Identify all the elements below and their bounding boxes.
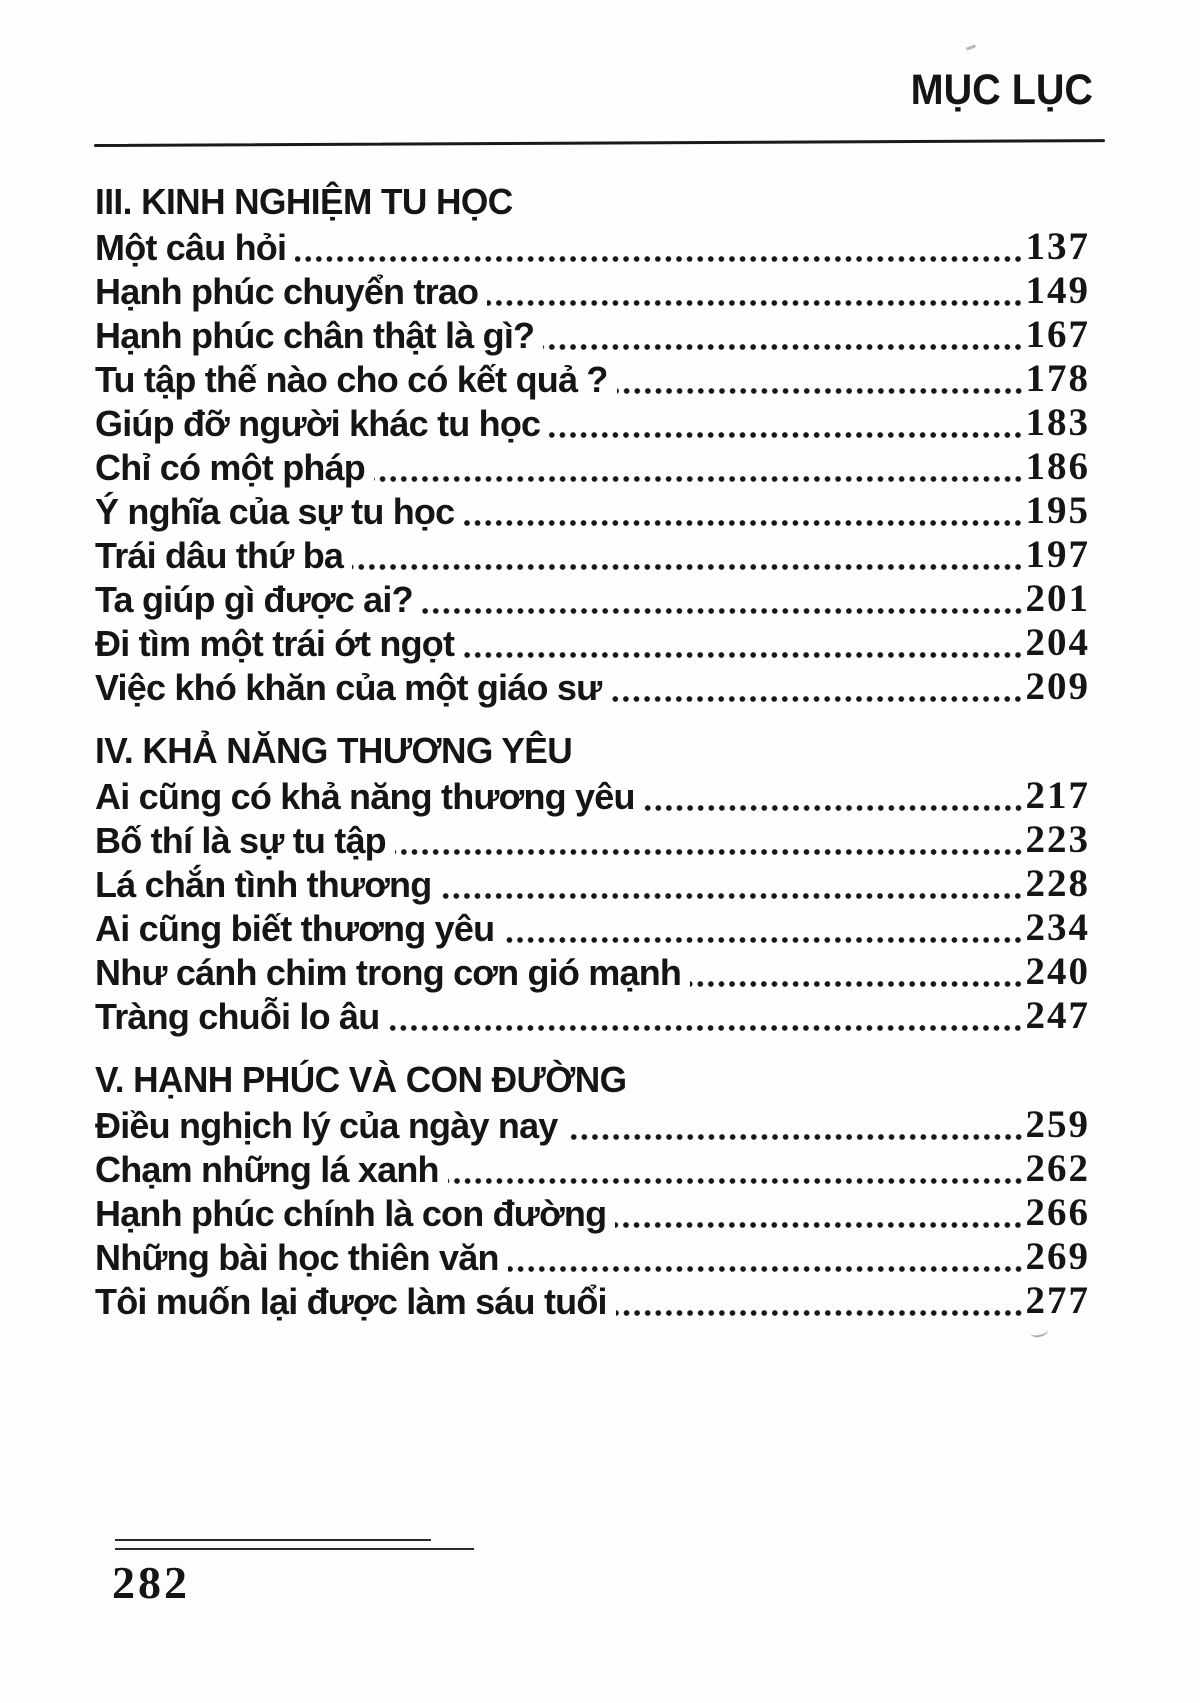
toc-entry: [95, 445, 1090, 489]
toc-entry: [95, 489, 1090, 533]
page-title: MỤC LỤC: [910, 66, 1093, 114]
entry-title: Ta giúp gì được ai?: [95, 579, 413, 620]
toc-entry: [95, 577, 1090, 621]
dot-leader: [422, 607, 1024, 615]
scan-artifact: [966, 44, 976, 50]
entry-page-number: 262: [1025, 1147, 1090, 1190]
toc-entry: [95, 357, 1090, 401]
entry-page-number: 183: [1025, 401, 1090, 444]
entry-title: Những bài học thiên văn: [95, 1237, 499, 1278]
dot-leader: [440, 892, 1023, 900]
toc-entry: [95, 1147, 1090, 1191]
section-title: III. KINH NGHIỆM TU HỌC: [95, 181, 513, 222]
toc-entry: [95, 621, 1090, 665]
entry-page-number: 240: [1025, 950, 1090, 993]
entry-page-number: 201: [1025, 577, 1090, 620]
scan-artifact: [1029, 1324, 1049, 1339]
footer-rule-top: [115, 1539, 431, 1541]
toc-entry: [95, 225, 1090, 269]
entry-page-number: 204: [1025, 621, 1090, 664]
toc-entry: [95, 774, 1090, 818]
entry-page-number: 266: [1025, 1191, 1090, 1234]
page-number: 282: [112, 1557, 190, 1608]
entry-page-number: 217: [1025, 774, 1090, 817]
toc-section: [95, 728, 1090, 1038]
toc-entry: [95, 1235, 1090, 1279]
dot-leader: [508, 1265, 1024, 1273]
dot-leader: [295, 255, 1023, 263]
toc-entry: [95, 818, 1090, 862]
toc-entry: [95, 994, 1090, 1038]
toc-entry: [95, 313, 1090, 357]
toc-entry: [95, 1103, 1090, 1147]
entry-page-number: 195: [1025, 489, 1090, 532]
toc-entry: [95, 401, 1090, 445]
entry-page-number: 259: [1025, 1103, 1090, 1146]
entry-title: Tràng chuỗi lo âu: [95, 996, 380, 1037]
dot-leader: [543, 343, 1023, 351]
toc-entry: [95, 950, 1090, 994]
dot-leader: [487, 299, 1023, 307]
toc-entry: [95, 1191, 1090, 1235]
entry-title: Ai cũng biết thương yêu: [95, 908, 495, 949]
entry-page-number: 228: [1025, 862, 1090, 905]
dot-leader: [644, 804, 1024, 812]
dot-leader: [352, 563, 1023, 571]
section-title: IV. KHẢ NĂNG THƯƠNG YÊU: [95, 730, 573, 771]
entry-title: Hạnh phúc chính là con đường: [95, 1193, 607, 1234]
dot-leader: [448, 1177, 1024, 1185]
entry-page-number: 247: [1025, 994, 1090, 1037]
entry-page-number: 178: [1025, 357, 1090, 400]
dot-leader: [463, 651, 1023, 659]
entry-page-number: 186: [1025, 445, 1090, 488]
entry-page-number: 223: [1025, 818, 1090, 861]
entry-title: Việc khó khăn của một giáo sư: [95, 667, 602, 708]
entry-title: Lá chắn tình thương: [95, 864, 432, 905]
entry-title: Điều nghịch lý của ngày nay: [95, 1105, 558, 1146]
entry-title: Trái dâu thứ ba: [95, 535, 344, 576]
entry-page-number: 269: [1025, 1235, 1090, 1278]
entry-page-number: 234: [1025, 906, 1090, 949]
toc-section: [95, 1057, 1090, 1323]
dot-leader: [463, 519, 1023, 527]
entry-title: Ý nghĩa của sự tu học: [95, 491, 455, 532]
entry-title: Như cánh chim trong cơn gió mạnh: [95, 952, 682, 993]
dot-leader: [503, 936, 1023, 944]
dot-leader: [395, 848, 1024, 856]
dot-leader: [388, 1024, 1023, 1032]
entry-title: Tu tập thế nào cho có kết quả ?: [95, 359, 608, 400]
entry-title: Chạm những lá xanh: [95, 1149, 439, 1190]
toc-entry: [95, 533, 1090, 577]
dot-leader: [549, 431, 1023, 439]
dot-leader: [616, 1309, 1024, 1317]
entry-title: Hạnh phúc chân thật là gì?: [95, 315, 535, 356]
entry-page-number: 149: [1025, 269, 1090, 312]
entry-title: Đi tìm một trái ớt ngọt: [95, 623, 455, 664]
entry-title: Tôi muốn lại được làm sáu tuổi: [95, 1281, 607, 1322]
entry-title: Bố thí là sự tu tập: [95, 820, 386, 861]
entry-title: Ai cũng có khả năng thương yêu: [95, 776, 635, 817]
dot-leader: [567, 1133, 1024, 1141]
dot-leader: [615, 1221, 1023, 1229]
table-of-contents: [95, 179, 1090, 1323]
entry-title: Hạnh phúc chuyển trao: [95, 271, 479, 312]
section-title: V. HẠNH PHÚC VÀ CON ĐƯỜNG: [95, 1059, 627, 1100]
dot-leader: [617, 387, 1024, 395]
entry-page-number: 209: [1025, 665, 1090, 708]
dot-leader: [374, 475, 1024, 483]
toc-entry: [95, 862, 1090, 906]
entry-page-number: 137: [1025, 225, 1090, 268]
entry-page-number: 197: [1025, 533, 1090, 576]
toc-entry: [95, 906, 1090, 950]
toc-entry: [95, 269, 1090, 313]
toc-entry: [95, 1279, 1090, 1323]
entry-title: Một câu hỏi: [95, 227, 287, 268]
header-rule: [94, 139, 1105, 147]
toc-entry: [95, 665, 1090, 709]
entry-page-number: 277: [1025, 1279, 1090, 1322]
entry-page-number: 167: [1025, 313, 1090, 356]
entry-title: Chỉ có một pháp: [95, 447, 365, 488]
dot-leader: [610, 695, 1023, 703]
footer-rule-bottom: [115, 1548, 474, 1550]
entry-title: Giúp đỡ người khác tu học: [95, 403, 541, 444]
toc-section: [95, 179, 1090, 709]
dot-leader: [690, 980, 1023, 988]
